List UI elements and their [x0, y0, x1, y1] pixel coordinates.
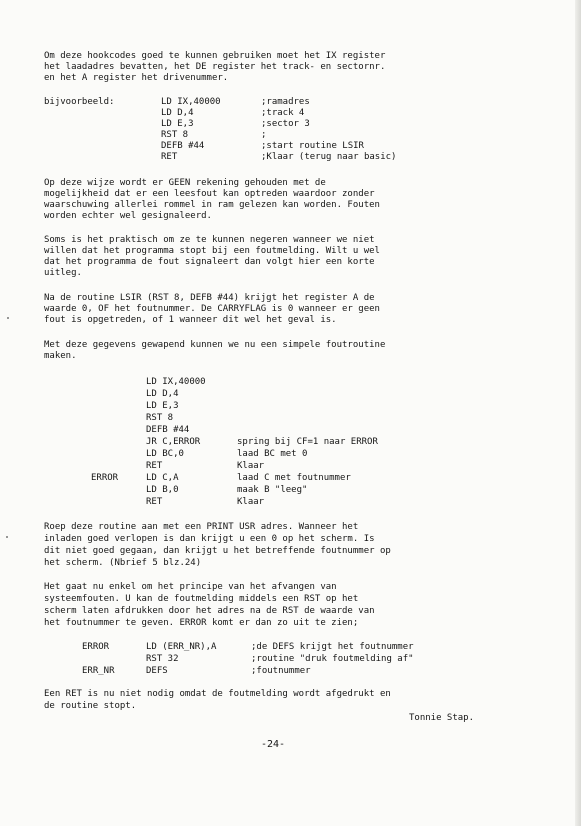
code-instr: DEFB #44 — [146, 425, 190, 435]
text-line: het foutnummer te geven. ERROR komt er dan zo uit te zien; — [44, 618, 359, 628]
text-line: dit niet goed gegaan, dan krijgt u het betreffende foutnummer op — [44, 546, 391, 556]
example-label: bijvoorbeeld: — [44, 97, 115, 107]
code-comment: Klaar — [237, 461, 265, 471]
text-line: mogelijkheid dat er een leesfout kan optreden waardoor zonder — [44, 189, 375, 199]
code-instr: LD E,3 — [146, 401, 179, 411]
text-line: Om deze hookcodes goed te kunnen gebruiken moet het IX register — [44, 51, 386, 61]
code-comment: spring bij CF=1 naar ERROR — [237, 437, 378, 447]
text-line: willen dat het programma stopt bij een foutmelding. Wilt u wel — [44, 246, 380, 256]
code-comment: maak B "leeg" — [237, 485, 308, 495]
text-line: waarschuwing allerlei rommel in ram gelezen kan worden. Fouten — [44, 200, 380, 210]
code-instr: JR C,ERROR — [146, 437, 201, 447]
code-instr: RST 8 — [161, 130, 189, 140]
code-comment: ;ramadres — [261, 97, 310, 107]
code-comment: laad C met foutnummer — [237, 473, 351, 483]
text-line: inladen goed verlopen is dan krijgt u een 0 op het scherm. Is — [44, 534, 375, 544]
text-line: Op deze wijze wordt er GEEN rekening gehouden met de — [44, 178, 326, 188]
code-comment: ;track 4 — [261, 108, 305, 118]
code-instr: RET — [146, 461, 163, 471]
text-line: Met deze gegevens gewapend kunnen we nu een simpele foutroutine — [44, 340, 386, 350]
text-line: Na de routine LSIR (RST 8, DEFB #44) krijgt het register A de — [44, 293, 375, 303]
code-comment: ; — [261, 130, 267, 140]
text-line: fout is opgetreden, of 1 wanneer dit wel het geval is. — [44, 315, 337, 325]
code-comment: ;routine "druk foutmelding af" — [251, 654, 414, 664]
code-comment: ;start routine LSIR — [261, 141, 364, 151]
scan-speck — [6, 536, 8, 538]
code-comment: laad BC met 0 — [237, 449, 308, 459]
scan-speck — [7, 317, 9, 319]
author-signature: Tonnie Stap. — [409, 713, 475, 723]
code-instr: LD BC,0 — [146, 449, 184, 459]
code-instr: RST 8 — [146, 413, 174, 423]
text-line: dat het programma de fout signaleert dan volgt hier een korte — [44, 257, 375, 267]
text-line: systeemfouten. U kan de foutmelding middels een RST op het — [44, 594, 359, 604]
text-line: Het gaat nu enkel om het principe van het afvangen van — [44, 582, 337, 592]
code-label: ERROR — [91, 473, 119, 483]
code-instr: RET — [146, 497, 163, 507]
text-line: waarde 0, OF het foutnummer. De CARRYFLAG is 0 wanneer er geen — [44, 304, 380, 314]
text-line: en het A register het drivenummer. — [44, 73, 229, 83]
code-comment: ;sector 3 — [261, 119, 310, 129]
text-line: Soms is het praktisch om ze te kunnen negeren wanneer we niet — [44, 235, 375, 245]
code-comment: ;Klaar (terug naar basic) — [261, 152, 397, 162]
text-line: maken. — [44, 351, 77, 361]
code-instr: LD (ERR_NR),A — [146, 642, 217, 652]
code-instr: LD D,4 — [161, 108, 194, 118]
page-number: -24- — [261, 739, 286, 750]
code-instr: RST 32 — [146, 654, 179, 664]
code-instr: DEFB #44 — [161, 141, 205, 151]
code-instr: LD D,4 — [146, 389, 179, 399]
text-line: Een RET is nu niet nodig omdat de foutmelding wordt afgedrukt en — [44, 689, 391, 699]
text-line: Roep deze routine aan met een PRINT USR adres. Wanneer het — [44, 522, 359, 532]
text-line: scherm laten afdrukken door het adres na de RST de waarde van — [44, 606, 375, 616]
code-instr: LD IX,40000 — [161, 97, 221, 107]
text-line: het scherm. (Nbrief 5 blz.24) — [44, 558, 202, 568]
code-instr: RET — [161, 152, 178, 162]
code-comment: ;de DEFS krijgt het foutnummer — [251, 642, 414, 652]
code-instr: LD C,A — [146, 473, 179, 483]
code-comment: ;foutnummer — [251, 666, 311, 676]
code-label: ERR_NR — [82, 666, 115, 676]
code-instr: LD E,3 — [161, 119, 194, 129]
code-label: ERROR — [82, 642, 110, 652]
text-line: worden echter wel gesignaleerd. — [44, 211, 212, 221]
text-line: uitleg. — [44, 268, 82, 278]
code-instr: LD IX,40000 — [146, 377, 206, 387]
code-comment: Klaar — [237, 497, 265, 507]
code-instr: DEFS — [146, 666, 168, 676]
code-instr: LD B,0 — [146, 485, 179, 495]
text-line: de routine stopt. — [44, 701, 137, 711]
text-line: het laadadres bevatten, het DE register het track- en sectornr. — [44, 62, 386, 72]
page-edge-shadow — [575, 0, 581, 826]
